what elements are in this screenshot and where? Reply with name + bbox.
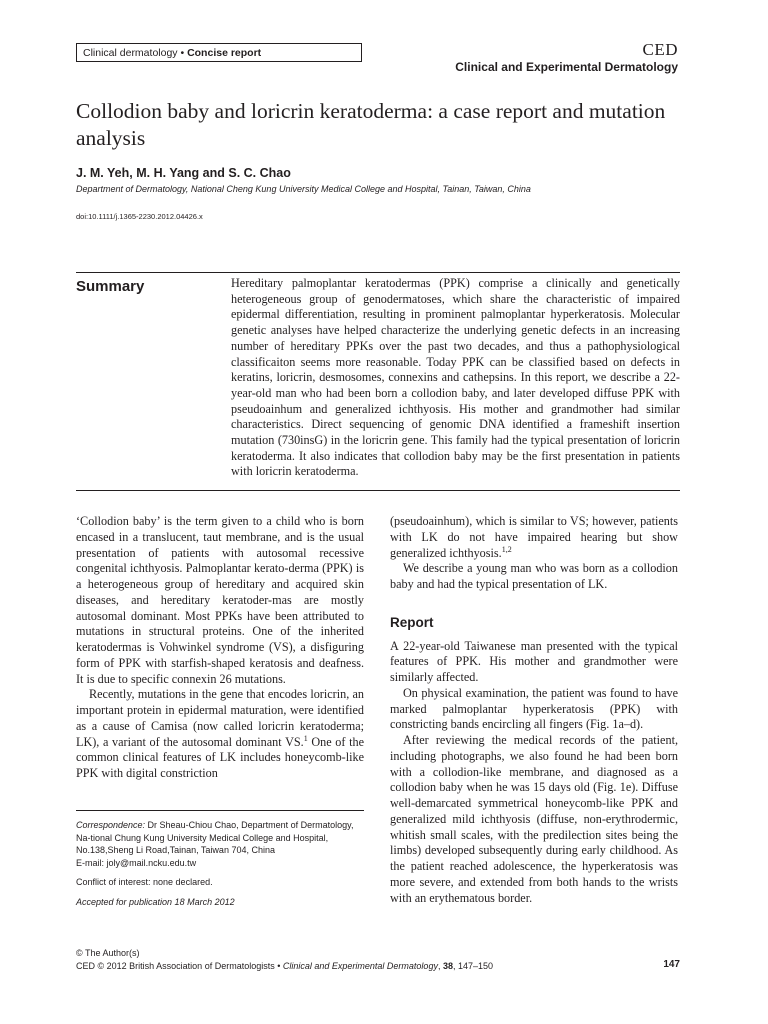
article-affiliation: Department of Dermatology, National Cheng Kung University Medical College and Hospital, Tainan, Taiwan, China xyxy=(76,184,531,194)
article-title: Collodion baby and loricrin keratoderma: a case report and mutation analysis xyxy=(76,99,666,150)
body-paragraph: (pseudoainhum), which is similar to VS; however, patients with LK do not have impaired hearing but show generalized ichthyosis.$^{1,2}$ xyxy=(390,514,678,560)
conflict-of-interest: Conflict of interest: none declared. xyxy=(76,877,213,887)
body-paragraph: After reviewing the medical records of the patient, including photographs, we also found he had been born with a collodion-like membrane, and diagnosed as a collodion baby when he was 15 days old (Fig. 1e). Diffuse well-demarcated symmetrical honeycomb-like PPK and generalized mild ichthyosis (diffuse, non-erythrodermic, whitish small scales, with the predilection sites being the limbs) developed subsequently during early childhood. As the patient reached adolescence, the hyperkeratosis was more severe, and extended from both hands to the wrists with an erythematous border. xyxy=(390,733,678,905)
summary-top-rule xyxy=(76,272,680,273)
correspondence: Correspondence: Dr Sheau-Chiou Chao, Department of Dermatology, Na-tional Chung Kung University Medical College and Hospital, No.138,Sheng Li Road,Tainan, Taiwan 704, China E-mail: joly@mail.ncku.edu.tw xyxy=(76,820,354,868)
citation: 1,2 xyxy=(501,544,512,554)
page-number: 147 xyxy=(663,959,680,970)
summary-text: Hereditary palmoplantar keratodermas (PPK) comprise a clinically and genetically heterogeneous group of genodermatoses, which share the characteristic of impaired epidermal differentiation, resulting in prominent palmoplantar hyperkeratosis. Molecular genetic analyses have helped characterize the underlying genetic defects in an increasing number of hereditary PPKs over the past two decades, and thus a pathophysiological classificaiton seems more reasonable. Today PPK can be classified based on defects in keratins, loricrin, desmosomes, connexins and cathepsins. In this report, we describe a 22-year-old man who had been born a collodion baby, and later developed diffuse PPK with pseudoainhum and generalized ichthyosis. His mother and grandmother had similar characteristics. Direct sequencing of genomic DNA identified a frameshift insertion mutation (730insG) in the loricrin gene. This family had the typical presentation of loricrin keratoderma. It also indicates that collodion baby may be the first presentation in patients with loricrin keratoderma. xyxy=(231,276,680,479)
report-heading: Report xyxy=(390,614,434,630)
section-type: Concise report xyxy=(187,47,262,59)
article-doi: doi:10.1111/j.1365-2230.2012.04426.x xyxy=(76,212,203,221)
journal-abbreviation: CED xyxy=(642,40,678,59)
body-column-right xyxy=(390,514,678,906)
correspondence-email: E-mail: joly@mail.ncku.edu.tw xyxy=(76,857,197,868)
section-separator: • xyxy=(177,47,188,59)
copyright-footer: © The Author(s) CED © 2012 British Association of Dermatologists • Clinical and Experimental Dermatology, 38, 147–150 xyxy=(76,948,494,971)
summary-bottom-rule xyxy=(76,490,680,491)
accepted-date: Accepted for publication 18 March 2012 xyxy=(76,896,235,907)
article-authors: J. M. Yeh, M. H. Yang and S. C. Chao xyxy=(76,166,291,180)
body-paragraph: On physical examination, the patient was found to have marked palmoplantar hyperkeratosis (PPK) with constricting bands encircling all fingers (Fig. 1a–d). xyxy=(390,685,678,732)
section-label-box xyxy=(76,43,362,62)
body-paragraph: ‘Collodion baby’ is the term given to a child who is born encased in a translucent, taut membrane, and is the usual presentation of patients with autosomal recessive congenital ichthyosis. Palmoplantar kerato-derma (PPK) is a heterogeneous group of hereditary and acquired skin diseases, and hereditary keratoder-mas are mostly autosomal dominant. Most PPKs have been attributed to mutations in structural proteins. One of the inherited keratodermas is Vohwinkel syndrome (VS), a disfiguring form of PPK with starfish-shaped keratosis and deafness. It is due to specific connexin 26 mutations. xyxy=(76,514,364,686)
summary-heading: Summary xyxy=(76,278,145,295)
citation: 1 xyxy=(303,733,308,743)
footnotes xyxy=(76,819,364,915)
section-label: Clinical dermatology xyxy=(83,47,178,59)
journal-name: Clinical and Experimental Dermatology xyxy=(455,60,678,74)
body-paragraph: A 22-year-old Taiwanese man presented with the typical features of PPK. His mother and grandmother were similarly affected. xyxy=(390,638,678,684)
body-paragraph: Recently, mutations in the gene that encodes loricrin, an important protein in epidermal maturation, were identified as a cause of Camisa (now called loricrin keratoderma; LK), a variant of the autosomal dominant VS.$^1$ One of the common clinical features of LK includes honeycomb-like PPK with digital constriction xyxy=(76,687,364,780)
body-paragraph: We describe a young man who was born as a collodion baby and had the typical presentation of LK. xyxy=(390,561,678,591)
footnote-rule xyxy=(76,810,364,811)
body-column-left xyxy=(76,514,364,782)
